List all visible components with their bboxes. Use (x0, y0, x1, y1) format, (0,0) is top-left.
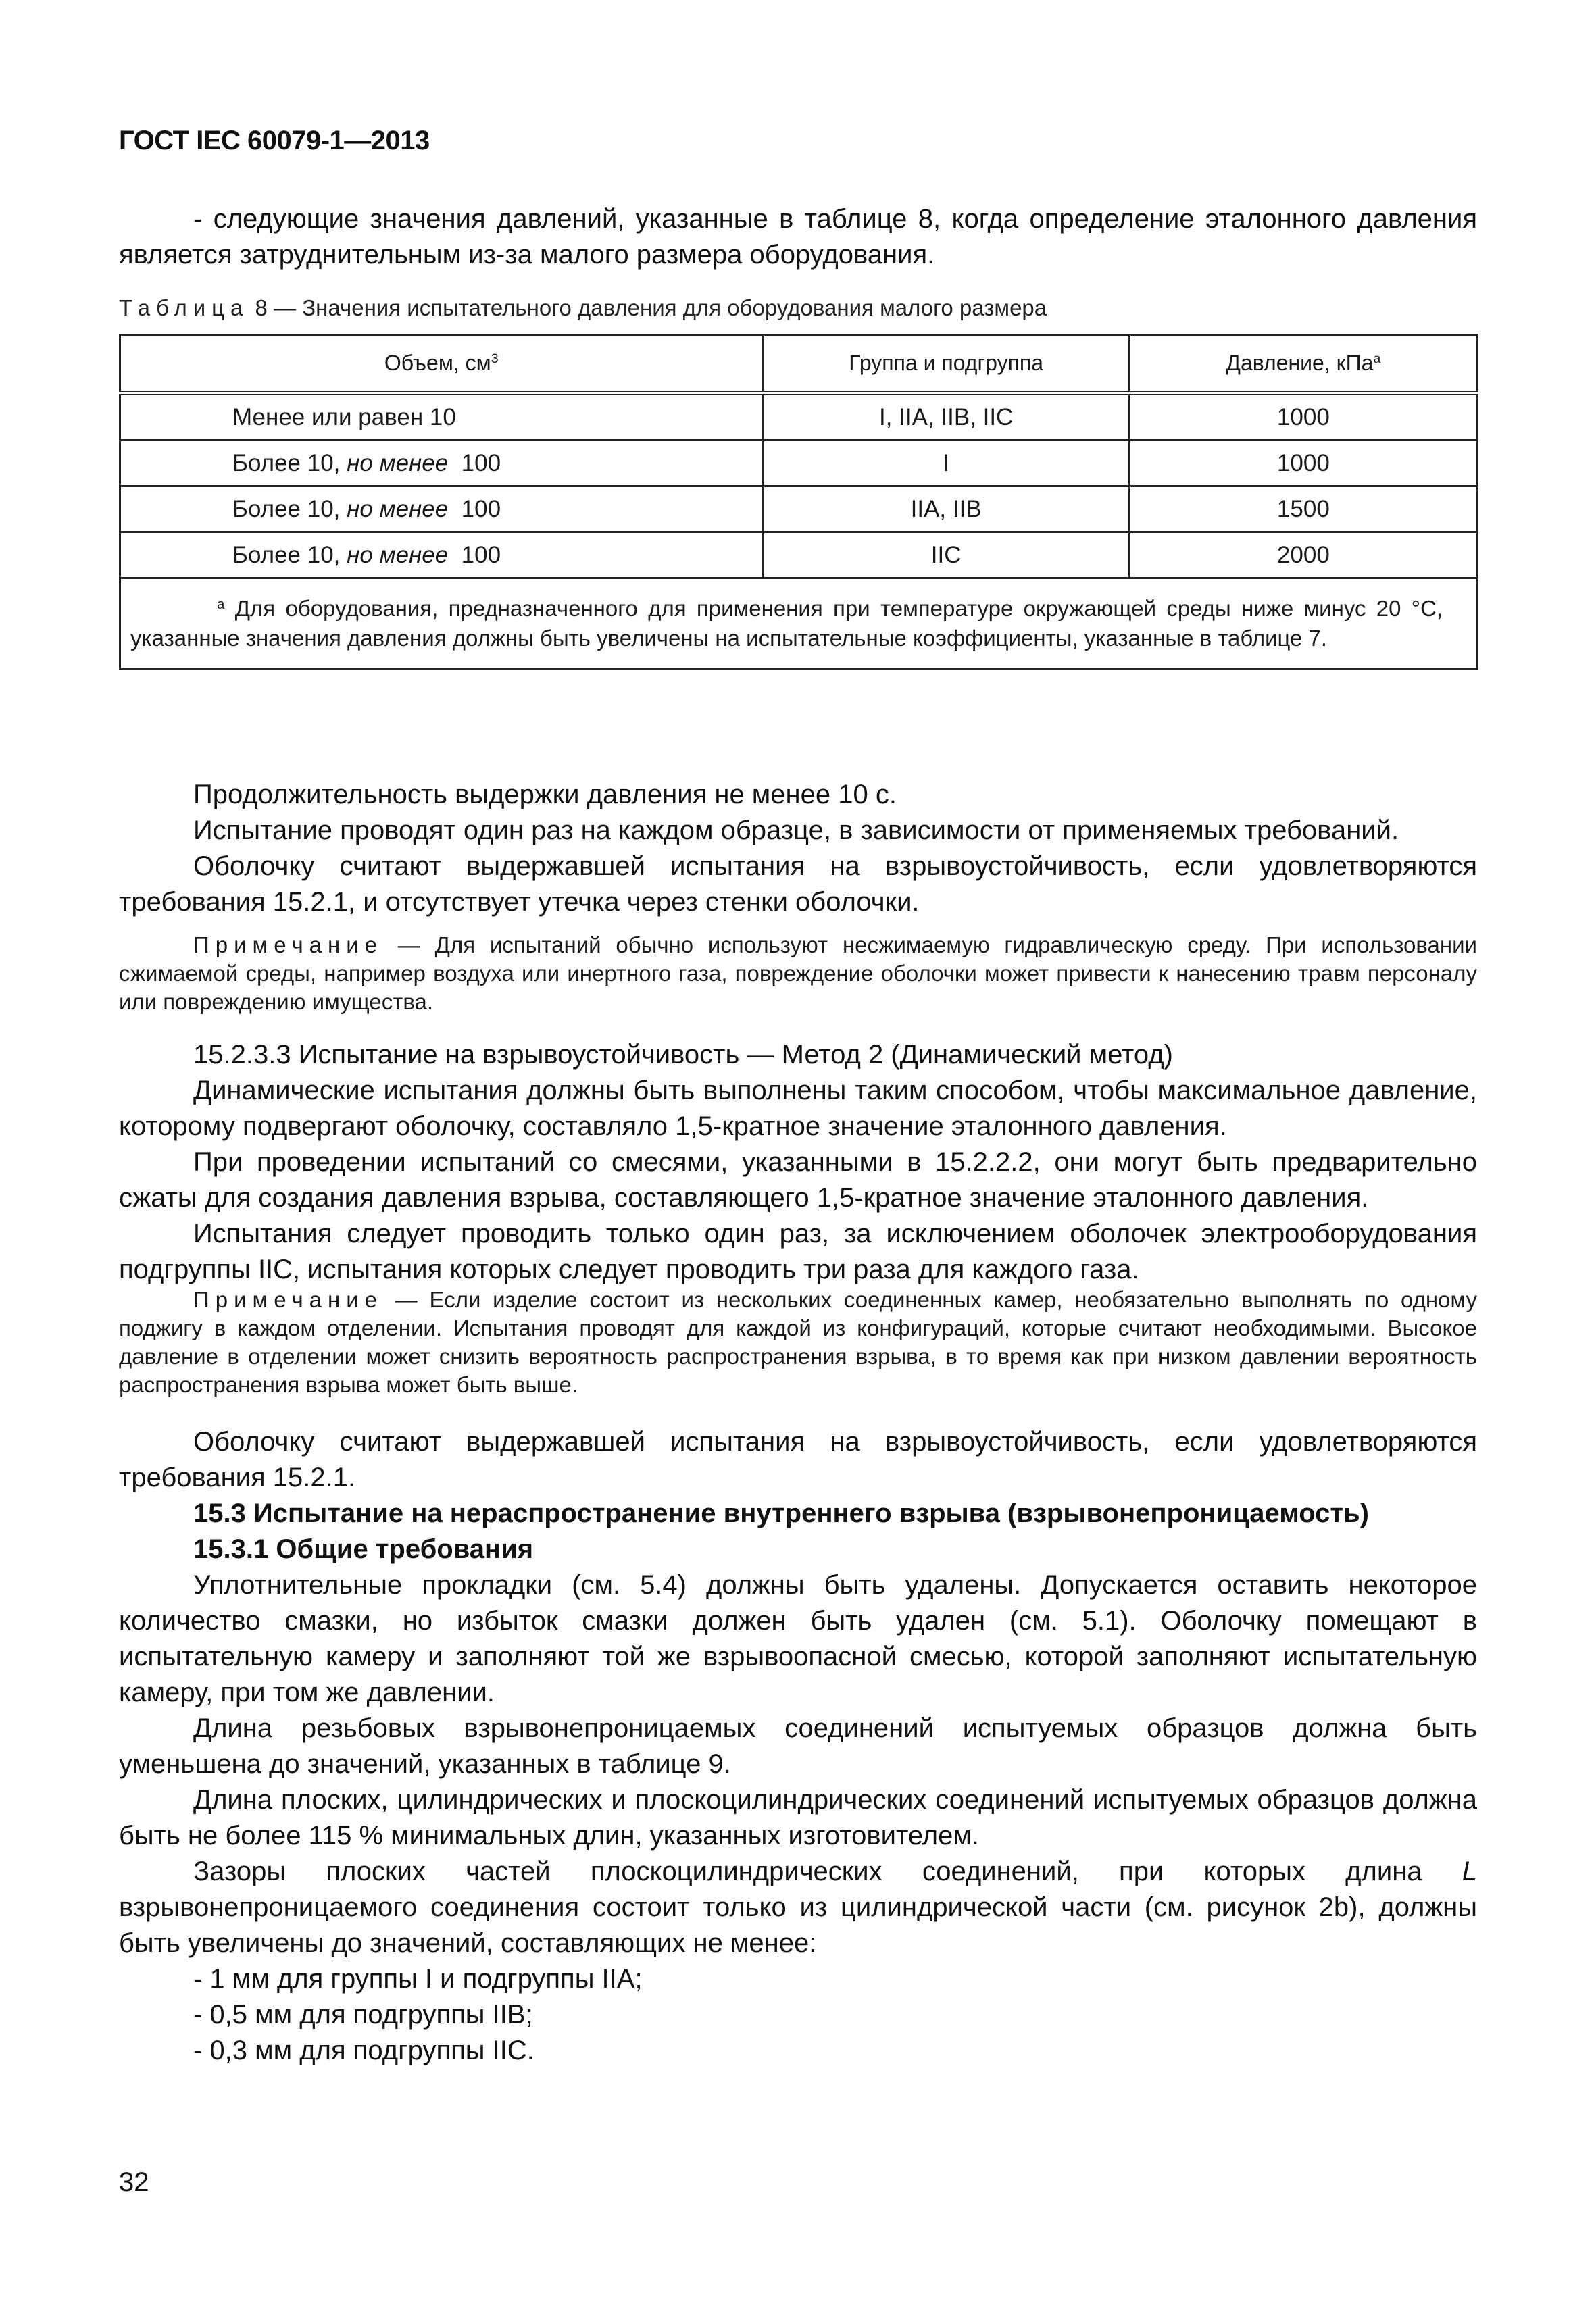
cell-pressure: 2000 (1129, 532, 1477, 578)
note-label: Примечание (193, 1287, 384, 1312)
cell-group: I, IIA, IIB, IIC (763, 393, 1129, 441)
table-footnote: $^a$ Для оборудования, предназначенного для применения при температуре окружающей среды ниже минус 20 °С, указанные значения давления должны быть увеличены на испытательные коэффициенты, указанные в таблице 7. (120, 578, 1478, 670)
note-1 (119, 931, 1477, 1016)
cell-volume: Более 10, но менее 100 (120, 441, 764, 486)
cell-pressure: 1000 (1129, 393, 1477, 441)
cell-group: I (763, 441, 1129, 486)
list-item: - 0,5 мм для подгруппы IIB; (193, 2000, 533, 2030)
subsection-title: 15.2.3.3 Испытание на взрывоустойчивость — Метод 2 (Динамический метод) (193, 1040, 1173, 1070)
section-heading: 15.3 Испытание на нераспространение внутреннего взрыва (взрывонепроницаемость) (193, 1499, 1369, 1528)
section-flameproof-test (119, 1424, 1477, 2069)
note-text: — Если изделие состоит из нескольких соединенных камер, необязательно выполнять по одному поджигу в каждом отделении. Испытания проводят для каждой из конфигураций, которые считают необходимыми. Высокое давление в отделении может снизить вероятность распространения взрыва, в то время как при низком давлении вероятность распространения взрыва может быть выше. (119, 1287, 1477, 1397)
cell-volume: Более 10, но менее 100 (120, 486, 764, 532)
list-item: - 0,3 мм для подгруппы IIC. (193, 2036, 534, 2065)
table-row (120, 393, 1478, 441)
paragraph: Длина плоских, цилиндрических и плоскоцилиндрических соединений испытуемых образцов должна быть не более 115 % минимальных длин, указанных изготовителем. (119, 1785, 1477, 1851)
paragraph: Уплотнительные прокладки (см. 5.4) должны быть удалены. Допускается оставить некоторое количество смазки, но избыток смазки должен быть удален (см. 5.1). Оболочку помещают в испытательную камеру и заполняют той же взрывоопасной смесью, которой заполняют испытательную камеру, при том же давлении. (119, 1570, 1477, 1707)
table-row (120, 486, 1478, 532)
paragraph: Динамические испытания должны быть выполнены таким способом, чтобы максимальное давление, которому подвергают оболочку, составляло 1,5-кратное значение эталонного давления. (119, 1076, 1477, 1141)
header-pressure: Давление, кПа$^a$ (1129, 335, 1477, 393)
note-label: Примечание (193, 932, 384, 957)
table-header-row (120, 335, 1478, 393)
intro-line: - следующие значения давлений, указанные в таблице 8, когда определение эталонного давления является затруднительным из-за малого размера оборудования. (119, 204, 1477, 270)
pressure-table (119, 334, 1478, 670)
paragraph: Длина резьбовых взрывонепроницаемых соединений испытуемых образцов должна быть уменьшена до значений, указанных в таблице 9. (119, 1713, 1477, 1779)
table-footnote-row (120, 578, 1478, 670)
paragraph: Оболочку считают выдержавшей испытания на взрывоустойчивость, если удовлетворяются требования 15.2.1. (119, 1427, 1477, 1492)
section-dynamic-test (119, 1037, 1477, 1288)
paragraph: Испытание проводят один раз на каждом образце, в зависимости от применяемых требований. (193, 815, 1399, 845)
note-text: — Для испытаний обычно используют несжимаемую гидравлическую среду. При использовании сжимаемой среды, например воздуха или инертного газа, повреждение оболочки может привести к нанесению травм персоналу или повреждению имущества. (119, 932, 1477, 1014)
subsection-heading: 15.3.1 Общие требования (193, 1534, 534, 1564)
cell-group: IIC (763, 532, 1129, 578)
table-row (120, 532, 1478, 578)
note-2 (119, 1286, 1477, 1399)
paragraph: Испытания следует проводить только один раз, за исключением оболочек электрооборудования подгруппы IIC, испытания которых следует проводить три раза для каждого газа. (119, 1219, 1477, 1284)
intro-paragraph (119, 201, 1477, 273)
header-group: Группа и подгруппа (763, 335, 1129, 393)
paragraph: Продолжительность выдержки давления не менее 10 с. (193, 780, 897, 809)
cell-volume: Менее или равен 10 (120, 393, 764, 441)
section-pressure-test (119, 777, 1477, 920)
list-item: - 1 мм для группы I и подгруппы IIA; (193, 1964, 643, 1994)
cell-group: IIA, IIB (763, 486, 1129, 532)
table-caption-label: Таблица (119, 295, 249, 320)
cell-pressure: 1500 (1129, 486, 1477, 532)
header-volume: Объем, $см^3$ (120, 335, 764, 393)
document-header: ГОСТ IEC 60079-1—2013 (119, 126, 430, 155)
table-caption (119, 295, 1477, 322)
table-row (120, 441, 1478, 486)
cell-pressure: 1000 (1129, 441, 1477, 486)
cell-volume: Более 10, но менее 100 (120, 532, 764, 578)
paragraph: При проведении испытаний со смесями, указанными в 15.2.2.2, они могут быть предварительно сжаты для создания давления взрыва, составляющего 1,5-кратное значение эталонного давления. (119, 1147, 1477, 1213)
paragraph: Оболочку считают выдержавшей испытания на взрывоустойчивость, если удовлетворяются требования 15.2.1, и отсутствует утечка через стенки оболочки. (119, 851, 1477, 917)
table-caption-text: 8 — Значения испытательного давления для оборудования малого размера (249, 295, 1047, 320)
paragraph: Зазоры плоских частей плоскоцилиндрических соединений, при которых длина L взрывонепроницаемого соединения состоит только из цилиндрической части (см. рисунок 2b), должны быть увеличены до значений, составляющих не менее: (119, 1857, 1477, 1958)
page-number: 32 (119, 2167, 149, 2197)
